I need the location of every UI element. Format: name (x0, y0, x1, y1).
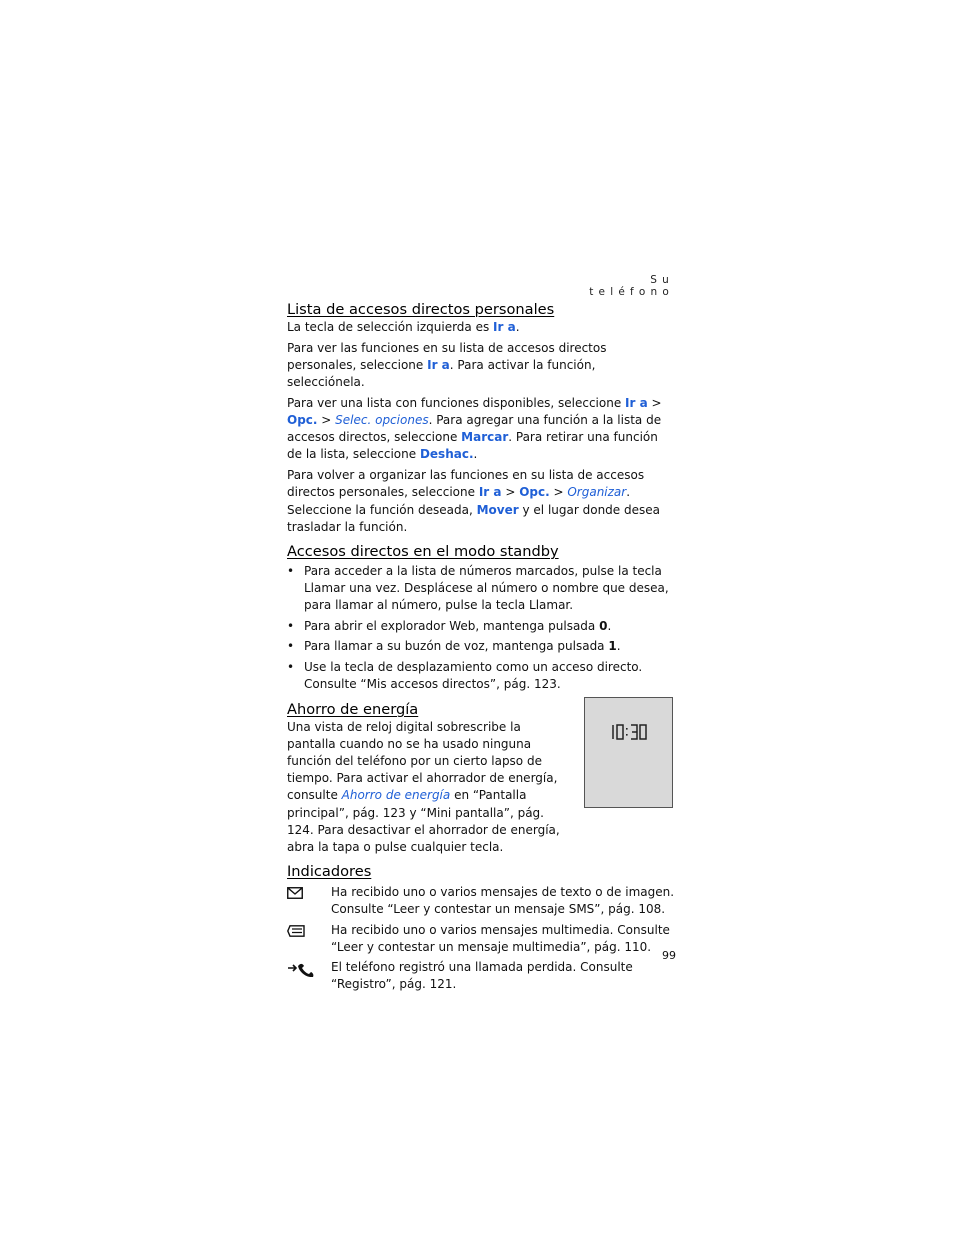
heading-indicadores: Indicadores (287, 863, 372, 881)
energy-section (287, 700, 675, 857)
option-ahorro-energia: Ahorro de energía (341, 788, 451, 803)
heading-accesos-standby: Accesos directos en el modo standby (287, 542, 559, 560)
paragraph: Para volver a organizar las funciones en su lista de accesos directos personales, seleccione Ir a > Opc. > Organizar. Seleccione la función deseada, Mover y el lugar donde desea trasladar la función. (287, 468, 660, 534)
heading-lista-accesos: Lista de accesos directos personales (287, 301, 555, 318)
indicator-row: Ha recibido uno o varios mensajes multimedia. Consulte “Leer y contestar un mensaje multimedia”, pág. 110. (287, 922, 675, 956)
list-item: • Use la tecla de desplazamiento como un acceso directo. Consulte “Mis accesos directos”, pág. 123. (287, 659, 643, 692)
page-number: 99 (662, 949, 676, 962)
key-marcar: Marcar (461, 430, 509, 445)
key-opc: Opc. (519, 485, 550, 500)
key-deshac: Deshac. (419, 447, 474, 462)
key-ir-a: Ir a (493, 320, 516, 334)
bullet-list (287, 563, 675, 693)
list-item: • Para acceder a la lista de números marcados, pulse la tecla Llamar una vez. Desplácese al número o nombre que desea, para llamar al número, pulse la tecla Llamar. (287, 563, 669, 613)
missed-call-icon (287, 959, 331, 993)
phone-screen-image (584, 697, 673, 808)
digital-clock (611, 722, 647, 742)
running-header: Su teléfono (589, 274, 674, 298)
key-ir-a: Ir a (427, 357, 450, 372)
key-mover: Mover (476, 502, 519, 517)
key-ir-a: Ir a (478, 485, 502, 500)
page-content (287, 300, 675, 993)
paragraph: La tecla de selección izquierda es Ir a. (287, 320, 520, 334)
key-opc: Opc. (287, 413, 318, 428)
indicator-row: El teléfono registró una llamada perdida. Consulte “Registro”, pág. 121. (287, 959, 675, 993)
list-item: • Para llamar a su buzón de voz, mantenga pulsada 1. (287, 639, 621, 654)
paragraph: Para ver las funciones en su lista de accesos directos personales, seleccione Ir a. Para activar la función, selecciónela. (287, 340, 607, 390)
indicator-row: Ha recibido uno o varios mensajes de texto o de imagen. Consulte “Leer y contestar un mensaje SMS”, pág. 108. (287, 884, 675, 918)
key-ir-a: Ir a (625, 395, 648, 410)
heading-ahorro-energia: Ahorro de energía (287, 700, 419, 718)
paragraph: Para ver una lista con funciones disponibles, seleccione Ir a > Opc. > Selec. opciones. Para agregar una función a la lista de accesos directos, seleccione Marcar. Para retirar una función de la lista, seleccione Deshac.. (287, 395, 662, 462)
multimedia-message-icon (287, 922, 331, 956)
list-item: • Para abrir el explorador Web, mantenga pulsada 0. (287, 618, 612, 633)
option-organizar: Organizar (567, 485, 627, 500)
option-selec-opciones: Selec. opciones (335, 413, 429, 428)
envelope-icon (287, 884, 331, 918)
paragraph: Una vista de reloj digital sobrescribe la pantalla cuando no se ha usado ninguna función del teléfono por un cierto lapso de tiempo. Para activar el ahorrador de energía, consulte Ahorro de energía en “Pantalla principal”, pág. 123 y “Mini pantalla”, pág. 124. Para desactivar el ahorrador de energía, abra la tapa o pulse cualquier tecla. (287, 719, 560, 854)
